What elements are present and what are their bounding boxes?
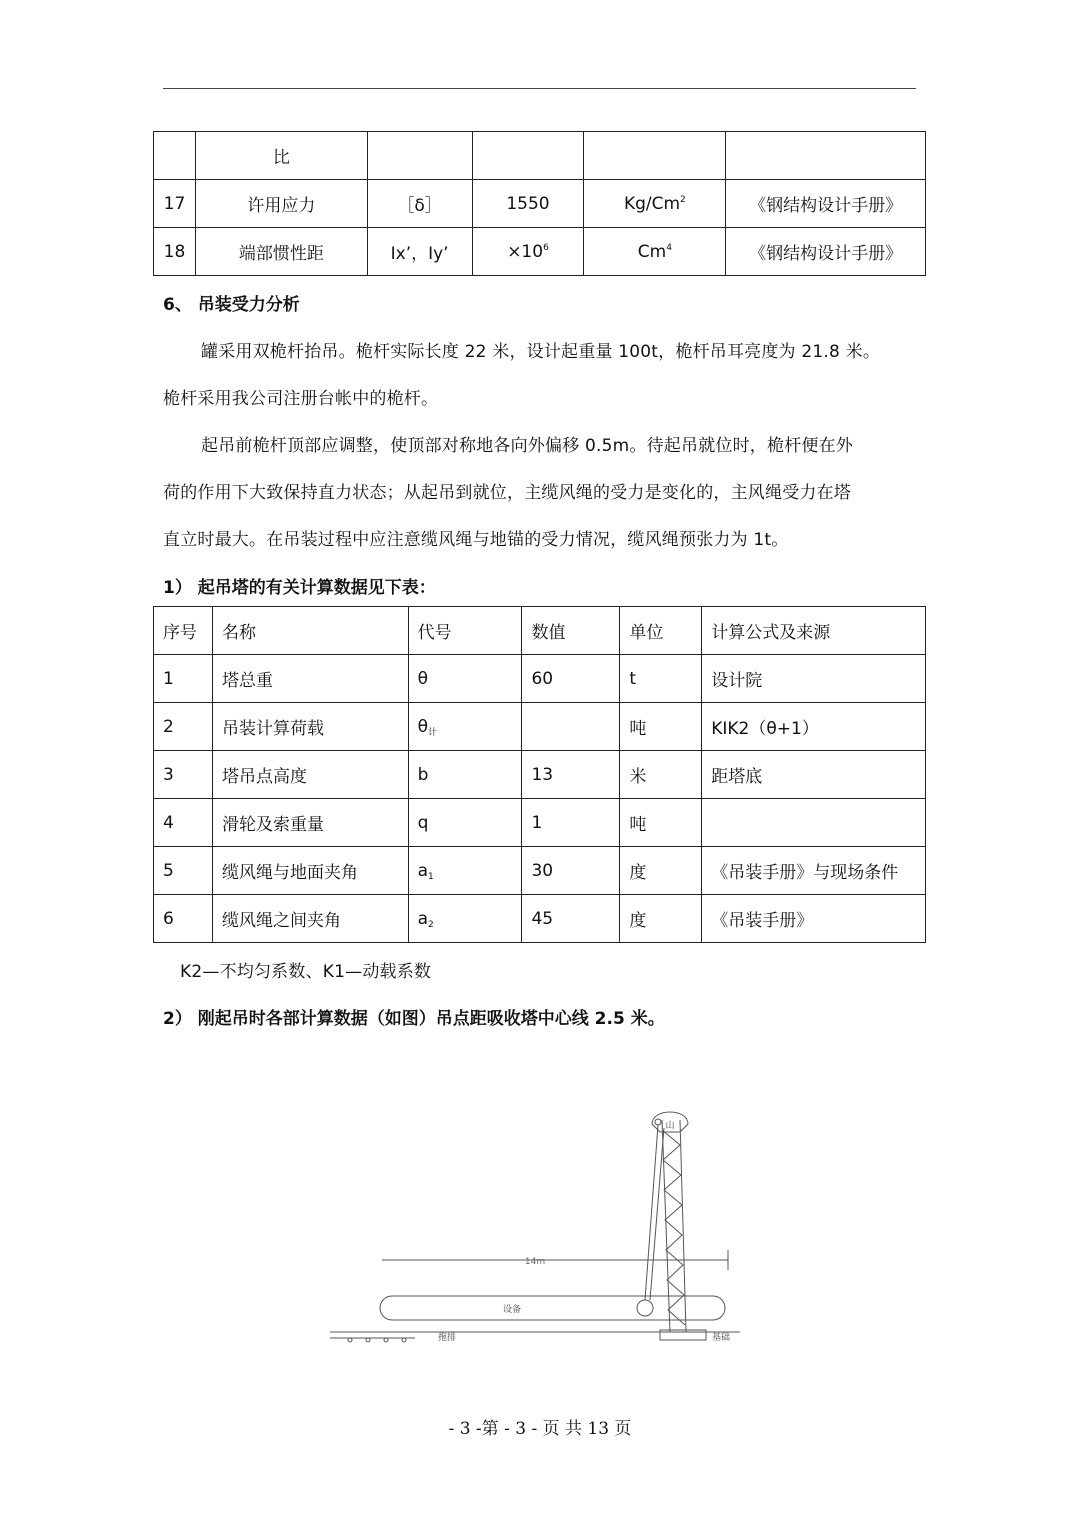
row-value: 1550 [472,180,584,228]
paragraph-line: 罐采用双桅杆抬吊。桅杆实际长度 22 米，设计起重量 100t，桅杆吊耳亮度为 21.8 米。 [201,342,881,362]
row-source: 《吊装手册》与现场条件 [702,847,926,895]
table-row [154,799,926,847]
row-name: 比 [195,132,367,180]
row-source: 《吊装手册》 [702,895,926,943]
row-name: 缆风绳之间夹角 [212,895,408,943]
lifting-diagram [320,1100,760,1350]
row-source: 《钢结构设计手册》 [726,228,926,276]
table-row [154,895,926,943]
hoist-rope [645,1125,658,1300]
row-unit: Kg/Cm$^2$ [584,180,726,228]
row-value [472,132,584,180]
row-number: 17 [154,180,196,228]
material-properties-table [153,131,926,276]
row-source: 距塔底 [702,751,926,799]
row-unit: 米 [620,751,702,799]
row-value: 60 [522,655,620,703]
row-name: 塔吊点高度 [212,751,408,799]
paragraph-line: 荷的作用下大致保持直力状态；从起吊到就位，主缆风绳的受力是变化的，主风绳受力在塔 [163,483,851,503]
dimension-label: 14m [524,1257,546,1267]
equipment-label: 设备 [502,1305,522,1315]
table-header-row [154,607,926,655]
mast-left-chord [662,1120,670,1332]
lifting-pulley [637,1300,653,1316]
row-number: 6 [154,895,213,943]
row-code: b [408,751,522,799]
row-unit: 吨 [620,703,702,751]
row-value: 1 [522,799,620,847]
row-value: 13 [522,751,620,799]
row-name: 滑轮及索重量 [212,799,408,847]
table-row [154,132,926,180]
trailer-roller [348,1338,352,1342]
row-name: 端部惯性距 [195,228,367,276]
row-source [702,799,926,847]
row-number: 1 [154,655,213,703]
row-name: 缆风绳与地面夹角 [212,847,408,895]
subsection-heading: 1） 起吊塔的有关计算数据见下表： [163,578,436,598]
row-value: 45 [522,895,620,943]
table-note: K2—不均匀系数、K1—动载系数 [180,962,432,982]
table-row [154,847,926,895]
trailer-roller [384,1338,388,1342]
row-unit: 度 [620,847,702,895]
calculation-data-table [153,606,926,943]
row-source: KIK2（θ+1） [702,703,926,751]
row-code: Ix’，Iy’ [367,228,472,276]
row-code: θ [408,655,522,703]
trailer-roller [366,1338,370,1342]
row-value: $\times 10^6$ [472,228,584,276]
hoist-rope [650,1128,664,1300]
row-value: 30 [522,847,620,895]
paragraph-line: 直立时最大。在吊装过程中应注意缆风绳与地锚的受力情况，缆风绳预张力为 1t。 [163,530,789,550]
mast-top-label: 山 [665,1121,675,1131]
section-heading: 6、 吊装受力分析 [163,295,300,315]
equipment-body [380,1296,725,1320]
row-number [154,132,196,180]
row-unit: Cm$^4$ [584,228,726,276]
paragraph-line: 起吊前桅杆顶部应调整，使顶部对称地各向外偏移 0.5m。待起吊就位时，桅杆便在外 [201,436,853,456]
row-name: 许用应力 [195,180,367,228]
column-header: 数值 [522,607,620,655]
subsection-heading: 2） 刚起吊时各部计算数据（如图）吊点距吸收塔中心线 2.5 米。 [163,1009,665,1029]
row-number: 5 [154,847,213,895]
page-footer: - 3 -第 - 3 - 页 共 13 页 [448,1419,632,1439]
column-header: 代号 [408,607,522,655]
foundation-label: 基础 [712,1333,731,1343]
table-row [154,703,926,751]
row-number: 18 [154,228,196,276]
row-name: 塔总重 [212,655,408,703]
row-source: 设计院 [702,655,926,703]
row-number: 4 [154,799,213,847]
row-number: 3 [154,751,213,799]
table-row [154,228,926,276]
row-unit [584,132,726,180]
row-unit: 度 [620,895,702,943]
row-number: 2 [154,703,213,751]
row-code: $a_2$ [408,895,522,943]
row-name: 吊装计算荷载 [212,703,408,751]
row-code [367,132,472,180]
mast-right-chord [680,1120,686,1332]
row-code: $a_1$ [408,847,522,895]
column-header: 计算公式及来源 [702,607,926,655]
row-code: $\theta_计$ [408,703,522,751]
paragraph-line: 桅杆采用我公司注册台帐中的桅杆。 [163,389,439,409]
row-value [522,703,620,751]
column-header: 单位 [620,607,702,655]
row-source: 《钢结构设计手册》 [726,180,926,228]
header-rule [163,88,916,89]
column-header: 名称 [212,607,408,655]
row-unit: 吨 [620,799,702,847]
column-header: 序号 [154,607,213,655]
table-row [154,655,926,703]
mast-head-sheave [655,1119,661,1125]
trailer-roller [402,1338,406,1342]
row-unit: t [620,655,702,703]
row-code: ［δ］ [367,180,472,228]
table-row [154,751,926,799]
row-source [726,132,926,180]
row-code: q [408,799,522,847]
trailer-label: 拖排 [438,1333,457,1343]
table-row [154,180,926,228]
